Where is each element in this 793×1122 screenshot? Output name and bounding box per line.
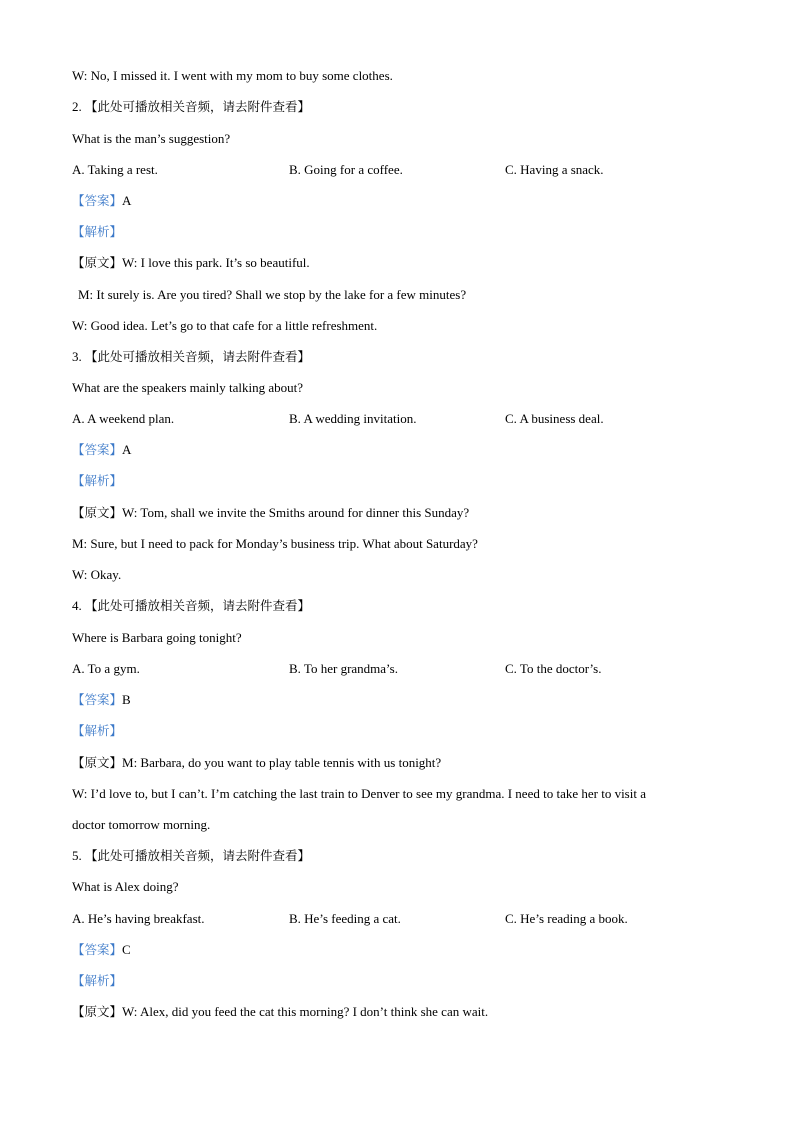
option-b: B. Going for a coffee. (289, 162, 403, 177)
audio-prompt[interactable]: 【此处可播放相关音频，请去附件查看】 (85, 848, 311, 863)
audio-prompt[interactable]: 【此处可播放相关音频，请去附件查看】 (85, 349, 311, 364)
audio-prompt[interactable]: 【此处可播放相关音频，请去附件查看】 (85, 598, 311, 613)
transcript-line (72, 503, 753, 523)
answer-value: C (122, 942, 131, 957)
analysis-line (72, 222, 753, 242)
option-a: A. He’s having breakfast. (72, 911, 205, 926)
question-number: 4. (72, 598, 82, 613)
options-row (72, 160, 753, 180)
question-text: What is Alex doing? (72, 879, 179, 894)
question-text: What are the speakers mainly talking about? (72, 380, 304, 395)
answer-value: B (122, 692, 131, 707)
dialog-line: W: No, I missed it. I went with my mom to buy some clothes. (72, 68, 393, 83)
analysis-tag: 【解析】 (72, 473, 123, 488)
question-number: 5. (72, 848, 82, 863)
answer-tag: 【答案】 (72, 442, 123, 457)
dialog-line: M: It surely is. Are you tired? Shall we stop by the lake for a few minutes? (78, 287, 467, 302)
question-text: Where is Barbara going tonight? (72, 630, 242, 645)
dialog-line: W: I’d love to, but I can’t. I’m catching the last train to Denver to see my grandma. I need to take her to visit a (72, 786, 646, 801)
answer-value: A (122, 442, 132, 457)
option-b: B. To her grandma’s. (289, 661, 398, 676)
option-a: A. To a gym. (72, 661, 140, 676)
question-number: 3. (72, 349, 82, 364)
dialog-line: doctor tomorrow morning. (72, 817, 211, 832)
original-tag: 【原文】 (72, 1004, 123, 1019)
transcript-line (72, 253, 753, 273)
question-header (72, 347, 753, 367)
original-tag: 【原文】 (72, 755, 123, 770)
analysis-tag: 【解析】 (72, 224, 123, 239)
answer-line (72, 690, 753, 710)
answer-line (72, 440, 753, 460)
options-row (72, 409, 753, 429)
answer-tag: 【答案】 (72, 193, 123, 208)
transcript-line (72, 753, 753, 773)
analysis-line (72, 721, 753, 741)
analysis-tag: 【解析】 (72, 973, 123, 988)
option-c: C. To the doctor’s. (505, 661, 602, 676)
analysis-tag: 【解析】 (72, 723, 123, 738)
dialog-line: W: Okay. (72, 567, 122, 582)
options-row (72, 909, 753, 929)
option-c: C. A business deal. (505, 411, 604, 426)
transcript-line (72, 1002, 753, 1022)
dialog-text: W: Alex, did you feed the cat this morning? I don’t think she can wait. (122, 1004, 489, 1019)
option-c: C. Having a snack. (505, 162, 604, 177)
analysis-line (72, 471, 753, 491)
option-b: B. A wedding invitation. (289, 411, 417, 426)
answer-line (72, 940, 753, 960)
answer-tag: 【答案】 (72, 942, 123, 957)
answer-value: A (122, 193, 132, 208)
analysis-line (72, 971, 753, 991)
question-header (72, 846, 753, 866)
option-a: A. Taking a rest. (72, 162, 158, 177)
audio-prompt[interactable]: 【此处可播放相关音频，请去附件查看】 (85, 99, 311, 114)
original-tag: 【原文】 (72, 505, 123, 520)
option-b: B. He’s feeding a cat. (289, 911, 401, 926)
question-header (72, 97, 753, 117)
question-text: What is the man’s suggestion? (72, 131, 231, 146)
answer-tag: 【答案】 (72, 692, 123, 707)
options-row (72, 659, 753, 679)
question-header (72, 596, 753, 616)
dialog-text: W: Tom, shall we invite the Smiths around for dinner this Sunday? (122, 505, 470, 520)
question-number: 2. (72, 99, 82, 114)
option-c: C. He’s reading a book. (505, 911, 628, 926)
answer-line (72, 191, 753, 211)
dialog-text: M: Barbara, do you want to play table tennis with us tonight? (122, 755, 442, 770)
dialog-line: M: Sure, but I need to pack for Monday’s business trip. What about Saturday? (72, 536, 478, 551)
dialog-text: W: I love this park. It’s so beautiful. (122, 255, 310, 270)
option-a: A. A weekend plan. (72, 411, 175, 426)
original-tag: 【原文】 (72, 255, 123, 270)
dialog-line: W: Good idea. Let’s go to that cafe for a little refreshment. (72, 318, 378, 333)
